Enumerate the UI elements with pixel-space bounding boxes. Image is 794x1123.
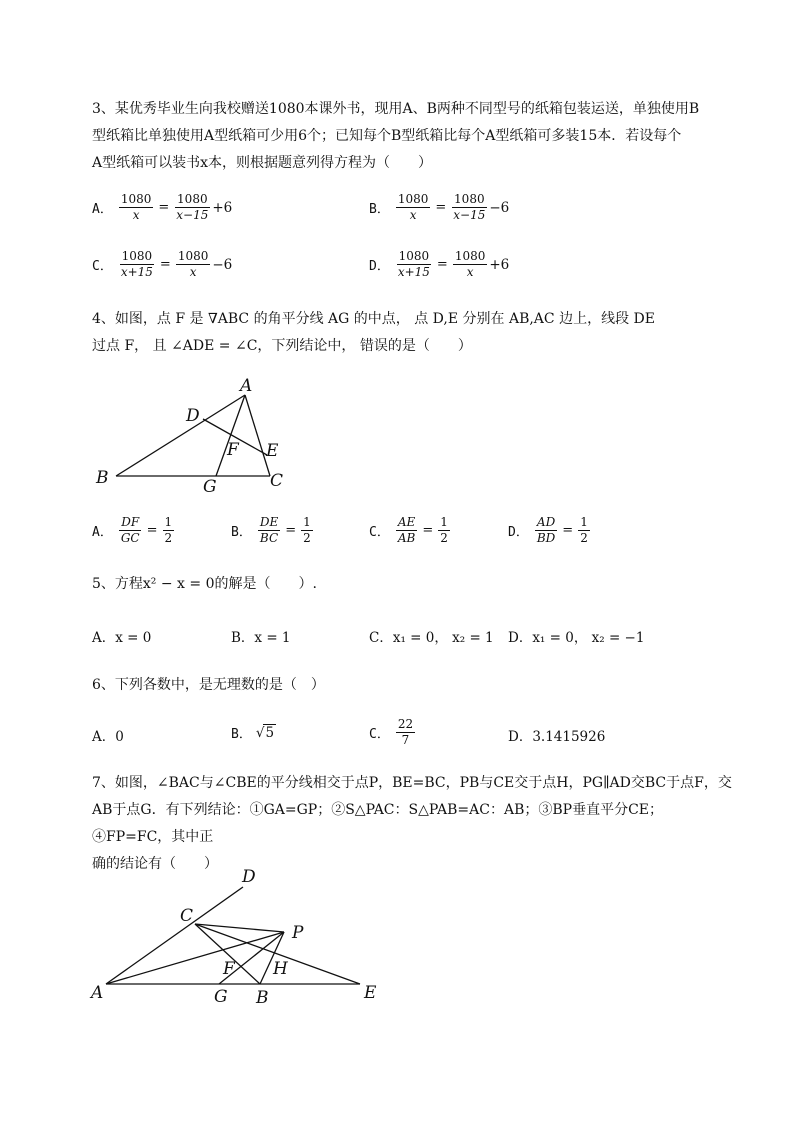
fraction — [176, 249, 211, 280]
sqrt-icon: √ — [255, 724, 265, 741]
label-a: A — [91, 983, 104, 1003]
q4-line-1: 4、如图，点 F 是 ∇ABC 的角平分线 AG 的中点， 点 D,E 分别在 AB,AC 边上，线段 DE — [92, 311, 655, 327]
frac-den: x−15 — [176, 208, 209, 222]
q3-options-row-1 — [92, 192, 742, 232]
option-tail: +6 — [212, 199, 233, 216]
q7-geometry-figure — [88, 862, 388, 1012]
option-tail: +6 — [489, 256, 510, 273]
label-c: C — [180, 906, 194, 926]
q6-option-d[interactable]: D．3.1415926 — [508, 729, 606, 745]
segment-cp — [195, 924, 284, 932]
q3-option-d[interactable]: D． $\frac{1080}{x+15}$ = $\frac{1080}{x}$ +6 — [369, 249, 510, 279]
frac-num: 1080 — [454, 192, 485, 206]
segment-ac — [245, 395, 270, 476]
question-4-stem — [92, 306, 742, 360]
label-d: D — [186, 406, 200, 426]
fraction — [453, 249, 488, 280]
frac-den: x−15 — [453, 208, 486, 222]
label-p: P — [292, 923, 304, 943]
q3-option-a[interactable]: A． $\frac{1080}{x}$ = $\frac{1080}{x-15}$ +6 — [92, 192, 233, 222]
q5-option-a[interactable]: A．x = 0 — [92, 630, 152, 646]
fraction — [396, 515, 417, 546]
option-letter: D． — [369, 259, 390, 274]
frac-num: 1080 — [398, 249, 430, 263]
q6-option-b[interactable] — [231, 723, 276, 742]
option-letter: C． — [369, 525, 390, 540]
frac-den: 2 — [440, 531, 448, 545]
fraction — [301, 515, 313, 546]
frac-num: 1080 — [397, 192, 429, 206]
fraction — [578, 515, 590, 546]
frac-den: BC — [259, 531, 279, 545]
question-5-stem: 5、方程x² − x = 0的解是（ ）. — [92, 576, 317, 592]
frac-den: 2 — [303, 531, 311, 545]
q3-line-2: 型纸箱比单独使用A型纸箱可少用6个；已知每个B型纸箱比每个A型纸箱可多装15本．若设每个 — [92, 128, 682, 144]
label-b: B — [96, 468, 109, 488]
segment-ap — [106, 932, 284, 984]
question-3-stem — [92, 96, 742, 177]
option-letter: B． — [231, 525, 252, 540]
frac-num: DF — [121, 515, 140, 529]
frac-den: GC — [120, 531, 140, 545]
option-letter: B． — [369, 202, 390, 217]
option-tail: −6 — [489, 199, 510, 216]
fraction — [396, 717, 415, 748]
label-b: B — [256, 988, 269, 1008]
frac-num: 1 — [440, 515, 448, 529]
frac-den: 2 — [580, 531, 588, 545]
frac-num: 1 — [303, 515, 311, 529]
label-c: C — [270, 471, 284, 491]
fraction — [535, 515, 557, 546]
frac-num: AD — [536, 515, 556, 529]
label-d: D — [242, 867, 256, 887]
option-letter: D． — [508, 525, 529, 540]
fraction — [396, 249, 432, 280]
q5-option-b[interactable]: B．x = 1 — [231, 630, 291, 646]
frac-den: 2 — [164, 531, 173, 545]
q7-line-3: 确的结论有（ ） — [92, 856, 218, 872]
frac-den: x+15 — [397, 265, 430, 279]
q4-option-d[interactable]: D． $\frac{AD}{BD}$ = $\frac{1}{2}$ — [508, 515, 588, 545]
frac-den: 7 — [401, 733, 410, 747]
q5-option-c[interactable]: C．x₁ = 0， x₂ = 1 — [369, 630, 494, 646]
frac-den: x — [132, 208, 140, 222]
frac-den: AB — [397, 531, 416, 545]
label-f: F — [227, 440, 239, 460]
fraction — [163, 515, 175, 546]
option-letter: C． — [92, 259, 113, 274]
frac-den: x — [466, 265, 474, 279]
q5-option-d[interactable]: D．x₁ = 0， x₂ = −1 — [508, 630, 645, 646]
q4-options-row — [92, 515, 742, 555]
q4-option-c[interactable]: C． $\frac{AE}{AB}$ = $\frac{1}{2}$ — [369, 515, 448, 545]
fraction — [119, 249, 155, 280]
frac-den: x+15 — [120, 265, 153, 279]
q4-option-a[interactable]: A． $\frac{DF}{GC}$ = $\frac{1}{2}$ — [92, 515, 173, 545]
q4-option-b[interactable]: B． $\frac{DE}{BC}$ = $\frac{1}{2}$ — [231, 515, 311, 545]
frac-num: 1080 — [454, 249, 486, 263]
q3-line-1: 3、某优秀毕业生向我校赠送1080本课外书，现用A、B两种不同型号的纸箱包装运送，单独使用B — [92, 101, 700, 117]
frac-num: 1080 — [121, 249, 153, 263]
label-f: F — [223, 959, 235, 979]
option-letter: B． — [231, 727, 252, 742]
frac-num: 1 — [580, 515, 588, 529]
q6-options-row — [92, 715, 742, 755]
label-e: E — [266, 441, 279, 461]
segment-ag — [216, 395, 245, 476]
option-letter: C． — [369, 727, 390, 742]
q3-options-row-2 — [92, 249, 742, 289]
q3-option-c[interactable]: C． $\frac{1080}{x+15}$ = $\frac{1080}{x}$ −6 — [92, 249, 233, 279]
q6-option-c[interactable] — [369, 717, 417, 748]
frac-den: BD — [536, 531, 556, 545]
frac-num: 1080 — [177, 192, 208, 206]
fraction — [119, 192, 154, 223]
q4-triangle-figure — [90, 375, 300, 495]
q3-line-3: A型纸箱可以装书x本，则根据题意列得方程为（ ） — [92, 155, 433, 171]
frac-num: 1 — [164, 515, 173, 529]
label-h: H — [273, 959, 288, 979]
q5-options-row — [92, 622, 742, 662]
q4-line-2: 过点 F， 且 ∠ADE = ∠C，下列结论中， 错误的是（ ） — [92, 338, 472, 354]
fraction — [258, 515, 280, 546]
option-letter: A． — [92, 525, 113, 540]
q7-line-2: AB于点G．有下列结论：①GA=GP；②S△PAC：S△PAB=AC：AB；③BP垂直平分CE；④FP=FC，其中正 — [92, 802, 664, 845]
q7-line-1: 7、如图，∠BAC与∠CBE的平分线相交于点P，BE=BC，PB与CE交于点H，PG∥AD交BC于点F，交 — [92, 775, 732, 791]
question-6-stem: 6、下列各数中，是无理数的是（ ） — [92, 677, 325, 693]
frac-num: 1080 — [177, 249, 209, 263]
frac-den: x — [189, 265, 197, 279]
fraction — [119, 515, 142, 546]
q3-option-b[interactable]: B． $\frac{1080}{x}$ = $\frac{1080}{x-15}$ −6 — [369, 192, 510, 222]
frac-num: AE — [397, 515, 416, 529]
frac-num: 22 — [397, 717, 414, 731]
label-g: G — [214, 987, 228, 1007]
fraction — [174, 192, 210, 223]
q6-option-a[interactable]: A．0 — [92, 729, 124, 745]
fraction — [396, 192, 431, 223]
label-g: G — [203, 477, 217, 495]
label-a: A — [240, 376, 253, 396]
fraction — [451, 192, 487, 223]
frac-num: DE — [259, 515, 279, 529]
fraction — [438, 515, 450, 546]
frac-num: 1080 — [120, 192, 152, 206]
option-tail: −6 — [212, 256, 233, 273]
option-letter: A． — [92, 202, 113, 217]
sqrt-radicand: 5 — [265, 725, 275, 741]
label-e: E — [364, 983, 377, 1003]
frac-den: x — [409, 208, 417, 222]
segment-ab — [116, 395, 245, 476]
